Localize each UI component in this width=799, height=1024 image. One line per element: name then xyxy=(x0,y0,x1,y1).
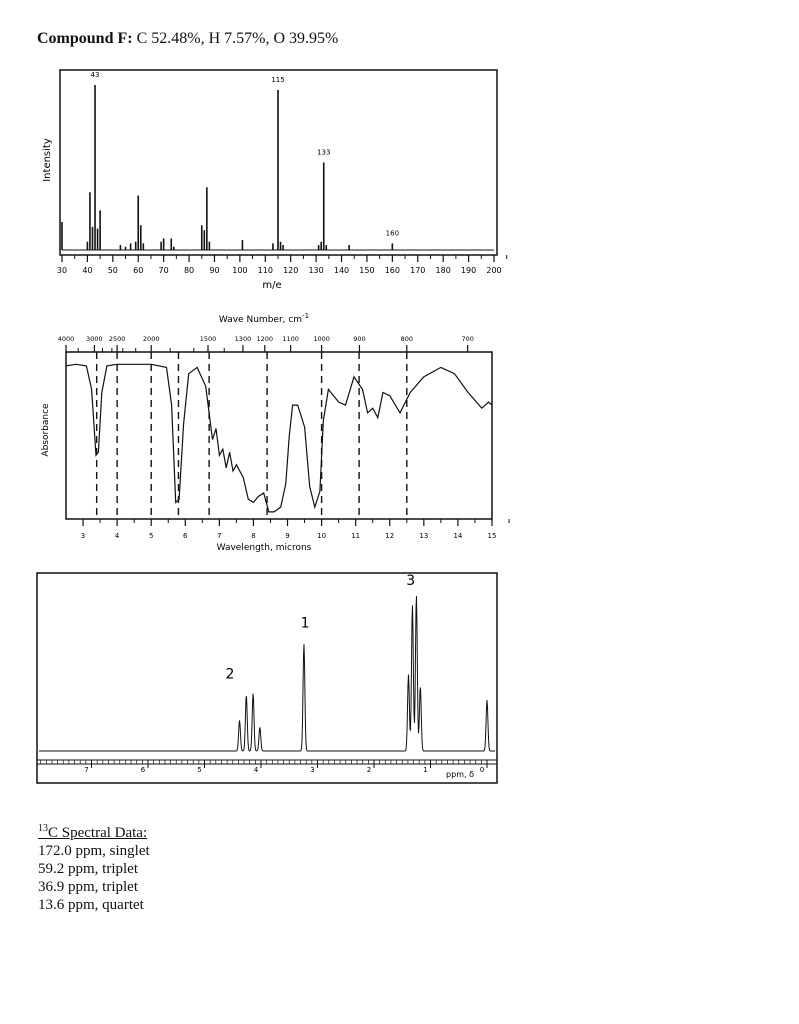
c13-line: 172.0 ppm, singlet xyxy=(38,843,150,859)
nmr-peak-label: 1 xyxy=(300,615,310,632)
nmr-tick-label: 0 xyxy=(479,766,485,774)
ir-wavenumber-label: 2000 xyxy=(142,335,160,343)
ms-peak-label: 160 xyxy=(385,229,400,238)
nmr-tick-label: 6 xyxy=(140,766,146,774)
ms-tick-label: 160 xyxy=(384,266,400,275)
nmr-tick-label: 4 xyxy=(253,766,259,774)
ms-tick-label: 140 xyxy=(333,266,350,275)
nmr-xlabel: ppm, δ xyxy=(446,770,474,779)
ms-tick-label: 150 xyxy=(359,266,375,275)
ir-micron-label: 15 xyxy=(487,532,497,540)
ir-micron-label: 5 xyxy=(148,532,154,540)
ms-tick-label: 90 xyxy=(209,266,220,275)
ms-tick-label: 50 xyxy=(107,266,118,275)
ms-tick-label: 110 xyxy=(257,266,273,275)
ms-tick-label: 60 xyxy=(133,266,144,275)
c13-data-block xyxy=(38,820,150,914)
ms-xlabel: m/e xyxy=(262,280,282,291)
ir-micron-label: 14 xyxy=(453,532,463,540)
ms-tick-label: 70 xyxy=(158,266,169,275)
ir-micron-label: 7 xyxy=(217,532,222,540)
ir-wavenumber-label: 2500 xyxy=(108,335,126,343)
ir-micron-label: 10 xyxy=(317,532,327,540)
ms-tick-label: 180 xyxy=(435,266,451,275)
ir-micron-label: 12 xyxy=(385,532,395,540)
nmr-tick-label: 1 xyxy=(423,766,428,774)
ms-tick-label: 170 xyxy=(410,266,426,275)
ir-micron-label: 8 xyxy=(251,532,256,540)
ir-micron-label: 3 xyxy=(80,532,86,540)
nmr-peak-label: 2 xyxy=(225,666,235,683)
nmr-tick-label: 7 xyxy=(84,766,89,774)
ms-tick-label: 190 xyxy=(460,266,477,275)
ir-micron-label: 9 xyxy=(285,532,290,540)
ms-tick-label: 130 xyxy=(308,266,324,275)
nmr-tick-label: 2 xyxy=(366,766,372,774)
compound-composition: C 52.48%, H 7.57%, O 39.95% xyxy=(136,30,339,47)
ms-ylabel: Intensity xyxy=(42,138,53,182)
ir-wavenumber-label: 1300 xyxy=(234,335,252,343)
ir-micron-label: 6 xyxy=(183,532,188,540)
ir-wavenumber-label: 800 xyxy=(400,335,414,343)
ir-xlabel: Wavelength, microns xyxy=(216,543,312,553)
ir-top-axis-label: Wave Number, $cm^{-1}$ xyxy=(218,312,310,325)
ms-peak-label: 43 xyxy=(90,71,100,79)
c13-header: $^{13}$C Spectral Data: xyxy=(38,823,148,841)
ir-wavenumber-label: 1100 xyxy=(282,335,299,343)
ms-tick-label: 120 xyxy=(283,266,299,275)
ms-tick-label: 100 xyxy=(232,266,248,275)
ir-ylabel: Absorbance xyxy=(41,403,51,457)
c13-line: 59.2 ppm, triplet xyxy=(38,861,138,877)
ms-peak-label: 133 xyxy=(317,148,331,157)
ms-tick-label: 80 xyxy=(183,266,195,275)
ms-tick-label: 40 xyxy=(82,266,93,275)
ms-peak-label: 115 xyxy=(271,75,285,84)
nmr-trace xyxy=(39,596,495,751)
c13-line: 36.9 ppm, triplet xyxy=(38,879,138,895)
ir-wavenumber-label: 3000 xyxy=(86,335,103,343)
ms-tick-label: 200 xyxy=(486,266,502,275)
ms-tick-label: 30 xyxy=(56,266,68,275)
ir-micron-label: 13 xyxy=(419,532,429,540)
ir-wavenumber-label: 700 xyxy=(461,335,474,343)
c13-line: 13.6 ppm, quartet xyxy=(38,897,144,913)
compound-label: Compound F: xyxy=(37,30,133,47)
ir-wavenumber-label: 4000 xyxy=(57,335,75,343)
nmr-peak-label: 3 xyxy=(406,572,416,589)
ir-micron-label: 11 xyxy=(351,532,361,540)
ir-wavenumber-label: 1200 xyxy=(256,335,274,343)
ir-wavenumber-label: 900 xyxy=(353,335,366,343)
nmr-tick-label: 5 xyxy=(197,766,202,774)
ir-wavenumber-label: 1500 xyxy=(199,335,217,343)
ir-wavenumber-label: 1000 xyxy=(313,335,330,343)
ir-micron-label: 4 xyxy=(114,532,120,540)
nmr-tick-label: 3 xyxy=(310,766,315,774)
